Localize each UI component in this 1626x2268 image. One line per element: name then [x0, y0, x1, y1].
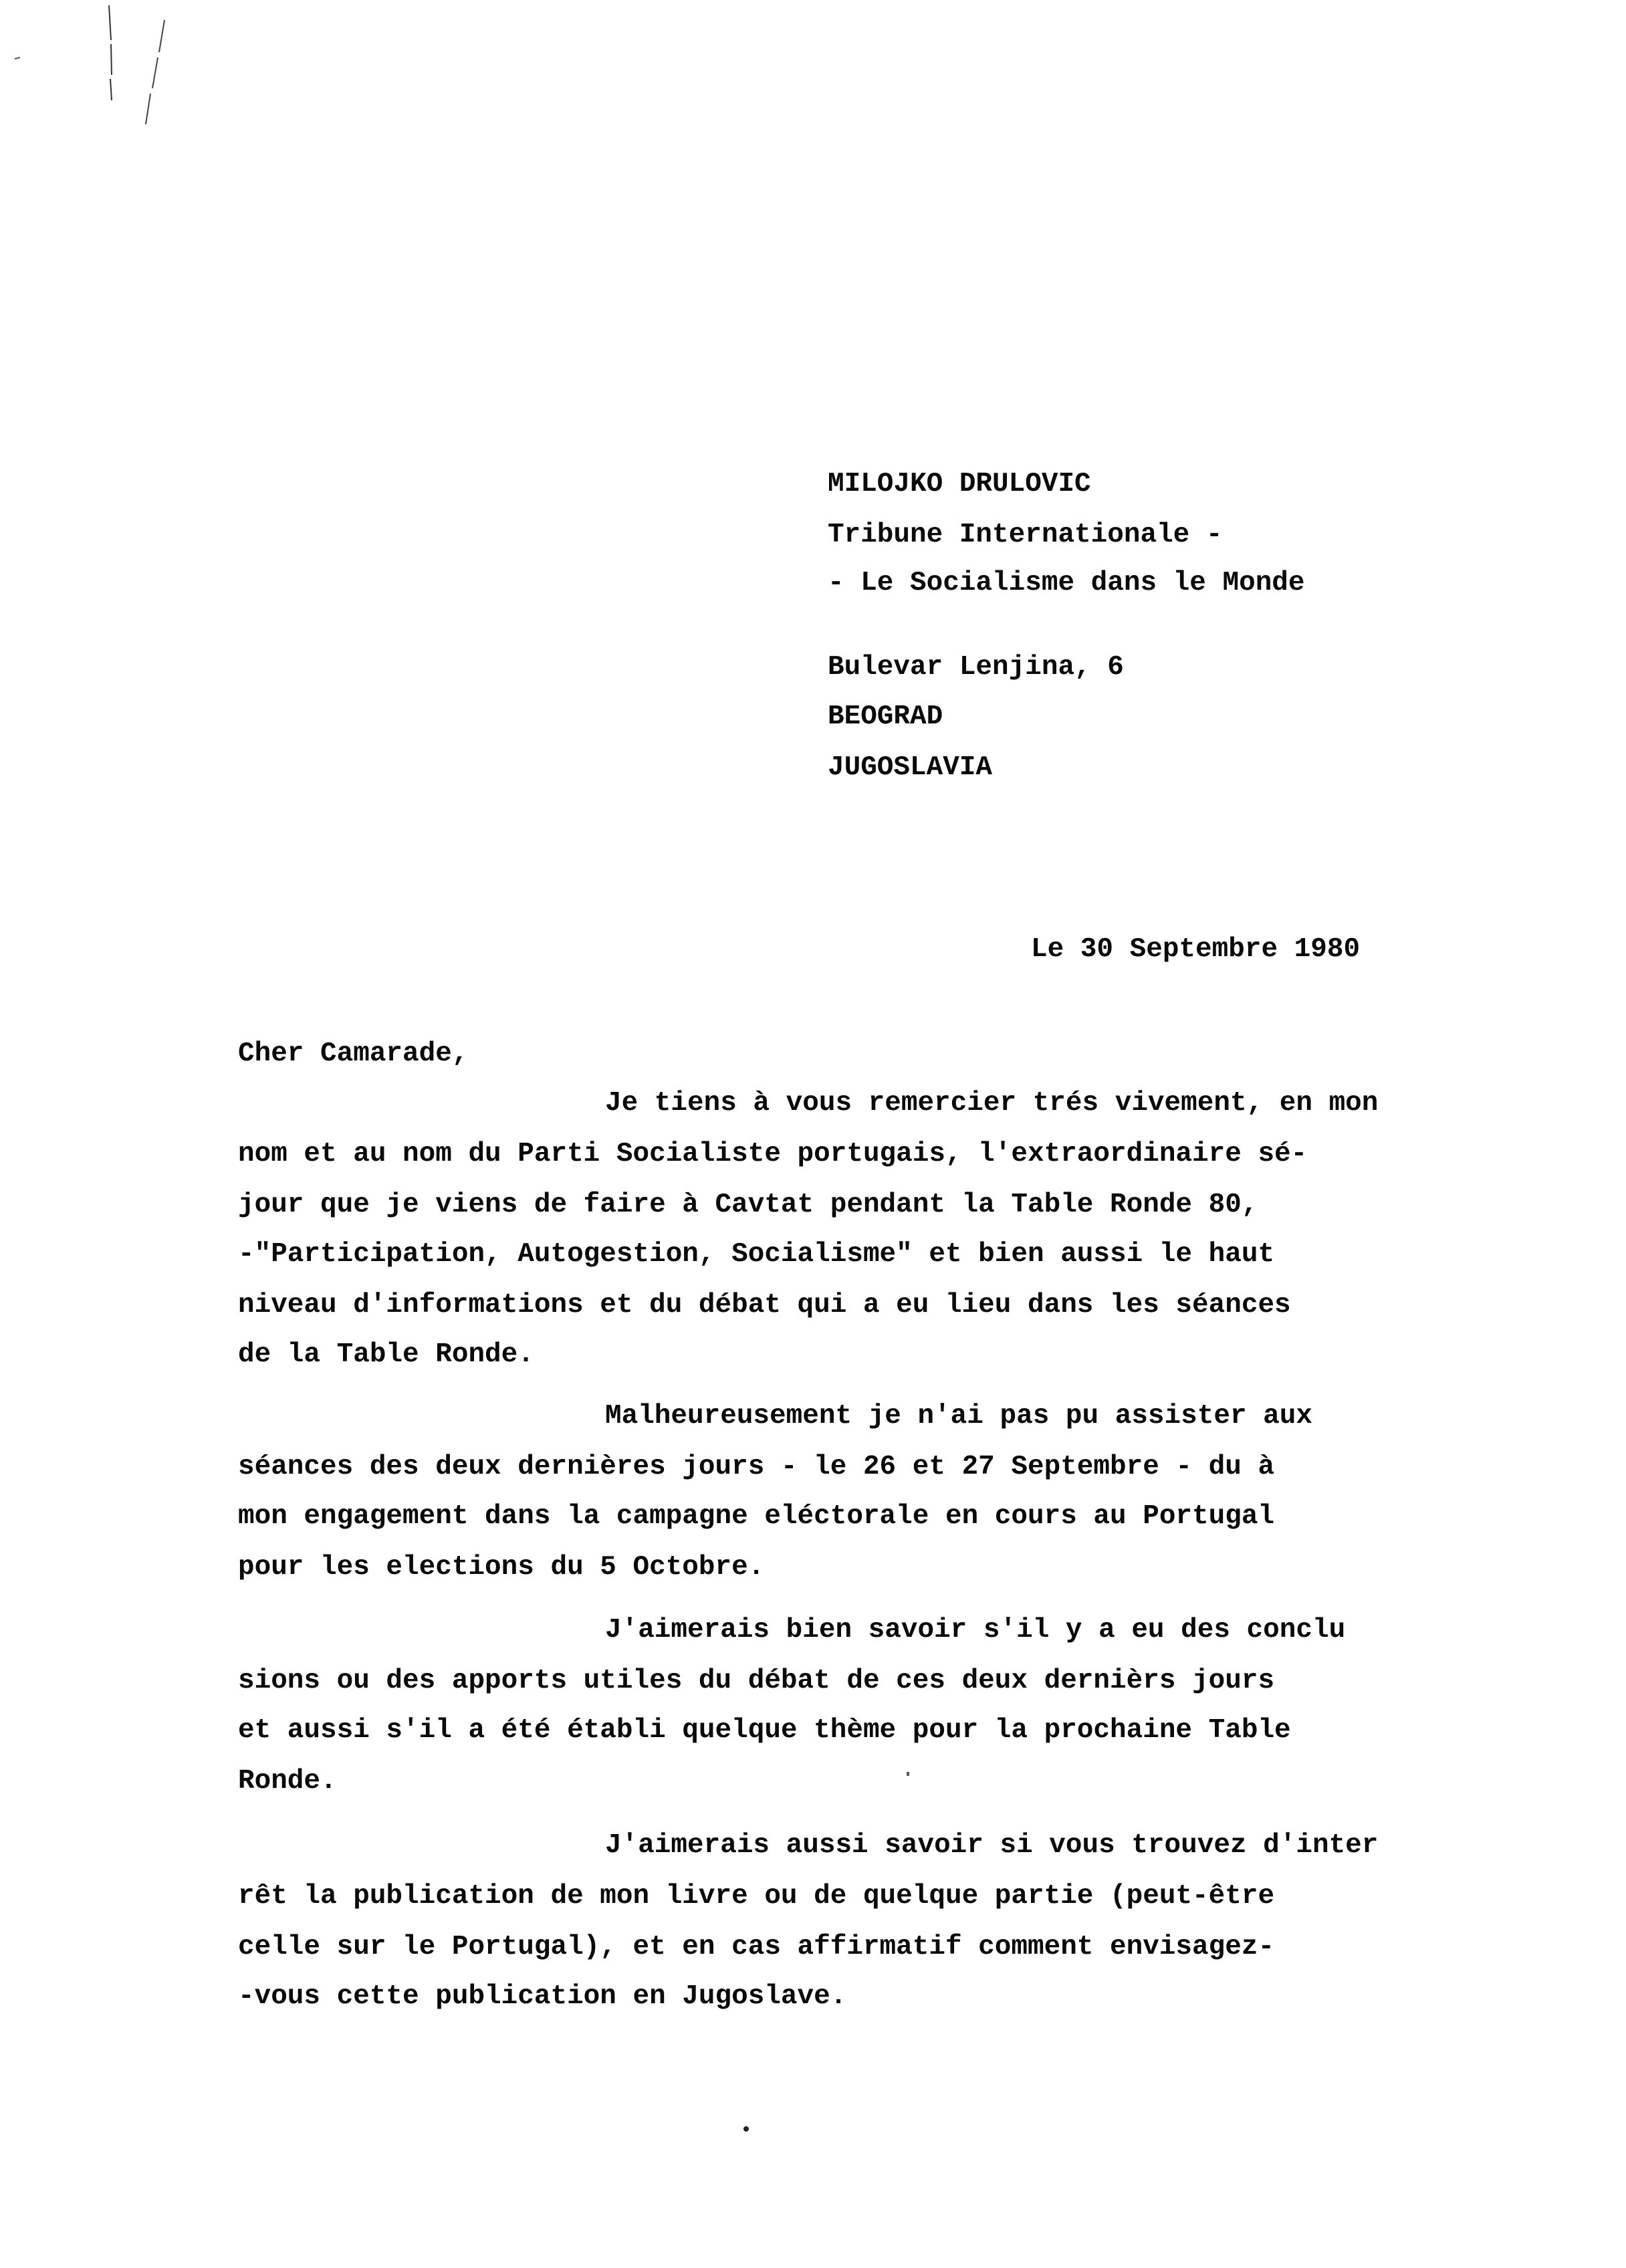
recipient-street: Bulevar Lenjina, 6 [828, 652, 1124, 683]
recipient-name: MILOJKO DRULOVIC [828, 469, 1091, 499]
paragraph-line: J'aimerais bien savoir s'il y a eu des conclu [605, 1615, 1346, 1646]
paragraph-line: celle sur le Portugal), et en cas affirmatif comment envisagez- [238, 1932, 1275, 1962]
paragraph-line: Je tiens à vous remercier trés vivement, en mon [605, 1088, 1379, 1119]
paragraph-line: J'aimerais aussi savoir si vous trouvez d'inter [605, 1830, 1379, 1861]
pen-marks [0, 0, 201, 147]
recipient-org-line1: Tribune Internationale - [828, 520, 1223, 550]
recipient-org-line2: - Le Socialisme dans le Monde [828, 568, 1305, 598]
recipient-city: BEOGRAD [828, 701, 943, 732]
paragraph-line: de la Table Ronde. [238, 1339, 534, 1370]
recipient-country: JUGOSLAVIA [828, 752, 993, 783]
salutation: Cher Camarade, [238, 1038, 469, 1069]
paragraph-line: pour les elections du 5 Octobre. [238, 1552, 765, 1583]
paragraph-line: rêt la publication de mon livre ou de quelque partie (peut-être [238, 1881, 1275, 1912]
letter-date: Le 30 Septembre 1980 [1031, 934, 1361, 965]
paragraph-line: mon engagement dans la campagne eléctorale en cours au Portugal [238, 1501, 1275, 1532]
paragraph-line: séances des deux dernières jours - le 26 et 27 Septembre - du à [238, 1452, 1275, 1482]
paragraph-line: sions ou des apports utiles du débat de ces deux dernièrs jours [238, 1666, 1275, 1696]
paragraph-line: et aussi s'il a été établi quelque thème pour la prochaine Table [238, 1715, 1291, 1746]
scan-speck [907, 1772, 909, 1776]
paragraph-line: nom et au nom du Parti Socialiste portugais, l'extraordinaire sé- [238, 1139, 1308, 1169]
paragraph-line: -vous cette publication en Jugoslave. [238, 1981, 847, 2012]
paragraph-line: Malheureusement je n'ai pas pu assister aux [605, 1401, 1312, 1432]
paragraph-line: Ronde. [238, 1766, 337, 1797]
scan-speck [743, 2126, 749, 2132]
paragraph-line: jour que je viens de faire à Cavtat pendant la Table Ronde 80, [238, 1189, 1258, 1220]
paragraph-line: -"Participation, Autogestion, Socialisme" et bien aussi le haut [238, 1239, 1275, 1270]
paragraph-line: niveau d'informations et du débat qui a eu lieu dans les séances [238, 1290, 1291, 1321]
